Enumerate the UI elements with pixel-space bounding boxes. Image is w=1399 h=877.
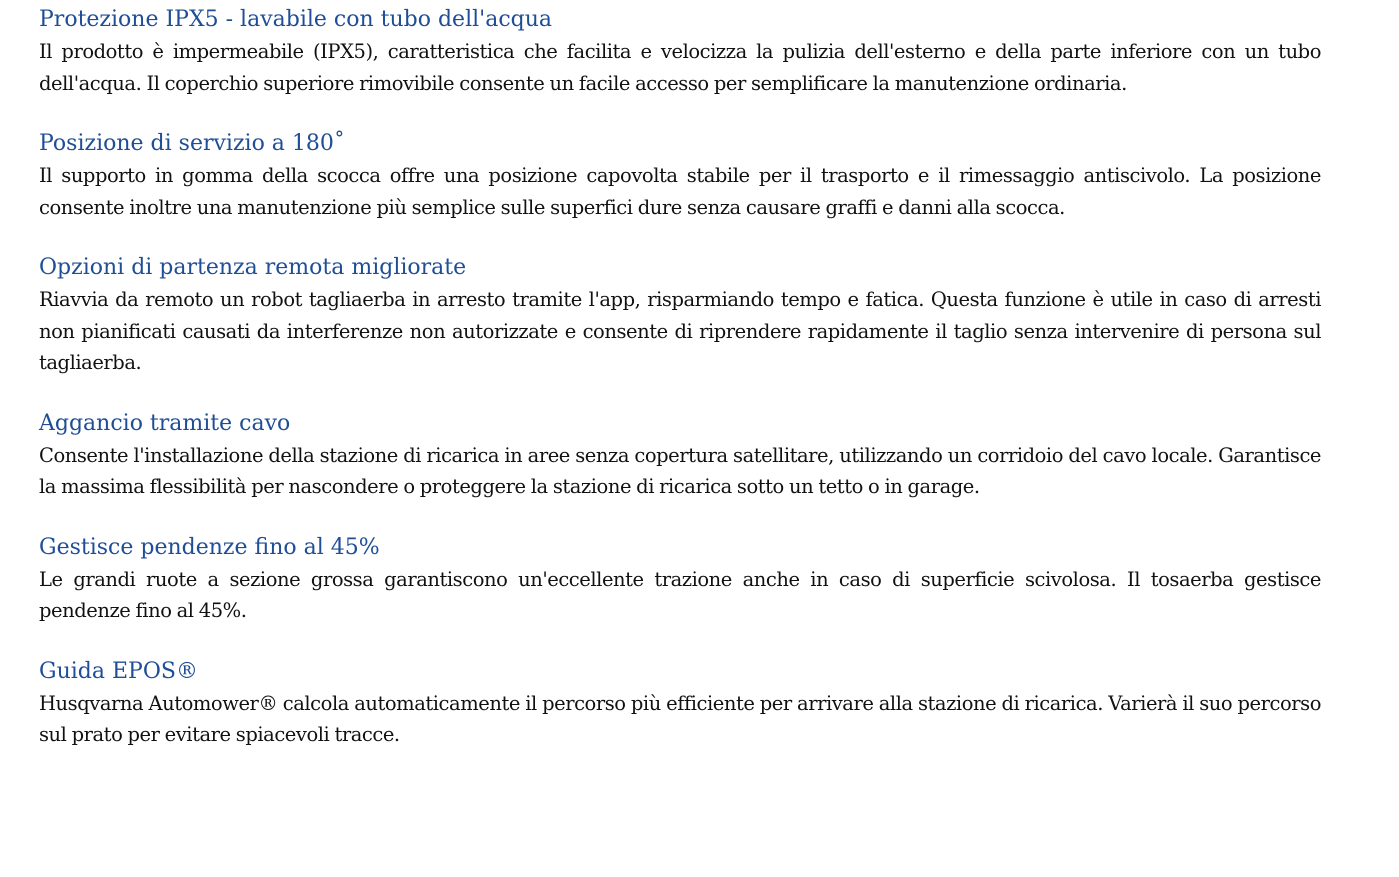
section-paragraph: Husqvarna Automower® calcola automaticamente il percorso più efficiente per arrivare alla stazione di ricarica. Varierà il suo percorso sul prato per evitare spiacevoli tracce. <box>39 691 1321 746</box>
section-paragraph: Il supporto in gomma della scocca offre una posizione capovolta stabile per il trasporto e il rimessaggio antiscivolo. La posizione consente inoltre una manutenzione più semplice sulle superfici dure senza causare graffi e danni alla scocca. <box>39 164 1321 219</box>
section-heading: Opzioni di partenza remota migliorate <box>39 255 467 280</box>
feature-section-service-position <box>39 128 1321 223</box>
section-paragraph: Le grandi ruote a sezione grossa garantiscono un'eccellente trazione anche in caso di superficie scivolosa. Il tosaerba gestisce pendenze fino al 45%. <box>39 567 1321 622</box>
section-heading: Protezione IPX5 - lavabile con tubo dell'acqua <box>39 7 553 32</box>
section-paragraph: Riavvia da remoto un robot tagliaerba in arresto tramite l'app, risparmiando tempo e fatica. Questa funzione è utile in caso di arresti non pianificati causati da interferenze non autorizzate e consente di riprendere rapidamente il taglio senza intervenire di persona sul tagliaerba. <box>39 288 1321 374</box>
section-heading: Aggancio tramite cavo <box>39 410 291 436</box>
feature-section-remote-start <box>39 252 1321 379</box>
feature-section-cable-docking <box>39 408 1321 503</box>
feature-document <box>39 4 1321 780</box>
section-heading: Gestisce pendenze fino al 45% <box>39 534 380 560</box>
section-heading: Guida EPOS® <box>39 658 198 684</box>
section-paragraph: Il prodotto è impermeabile (IPX5), caratteristica che facilita e velocizza la pulizia dell'esterno e della parte inferiore con un tubo dell'acqua. Il coperchio superiore rimovibile consente un facile accesso per semplificare la manutenzione ordinaria. <box>39 40 1321 95</box>
feature-section-slopes <box>39 532 1321 627</box>
section-paragraph: Consente l'installazione della stazione di ricarica in aree senza copertura satellitare, utilizzando un corridoio del cavo locale. Garantisce la massima flessibilità per nascondere o proteggere la stazione di ricarica sotto un tetto o in garage. <box>39 443 1321 498</box>
feature-section-epos-guidance <box>39 656 1321 751</box>
feature-section-ipx5 <box>39 4 1321 99</box>
section-heading: Posizione di servizio a 180˚ <box>39 131 345 156</box>
